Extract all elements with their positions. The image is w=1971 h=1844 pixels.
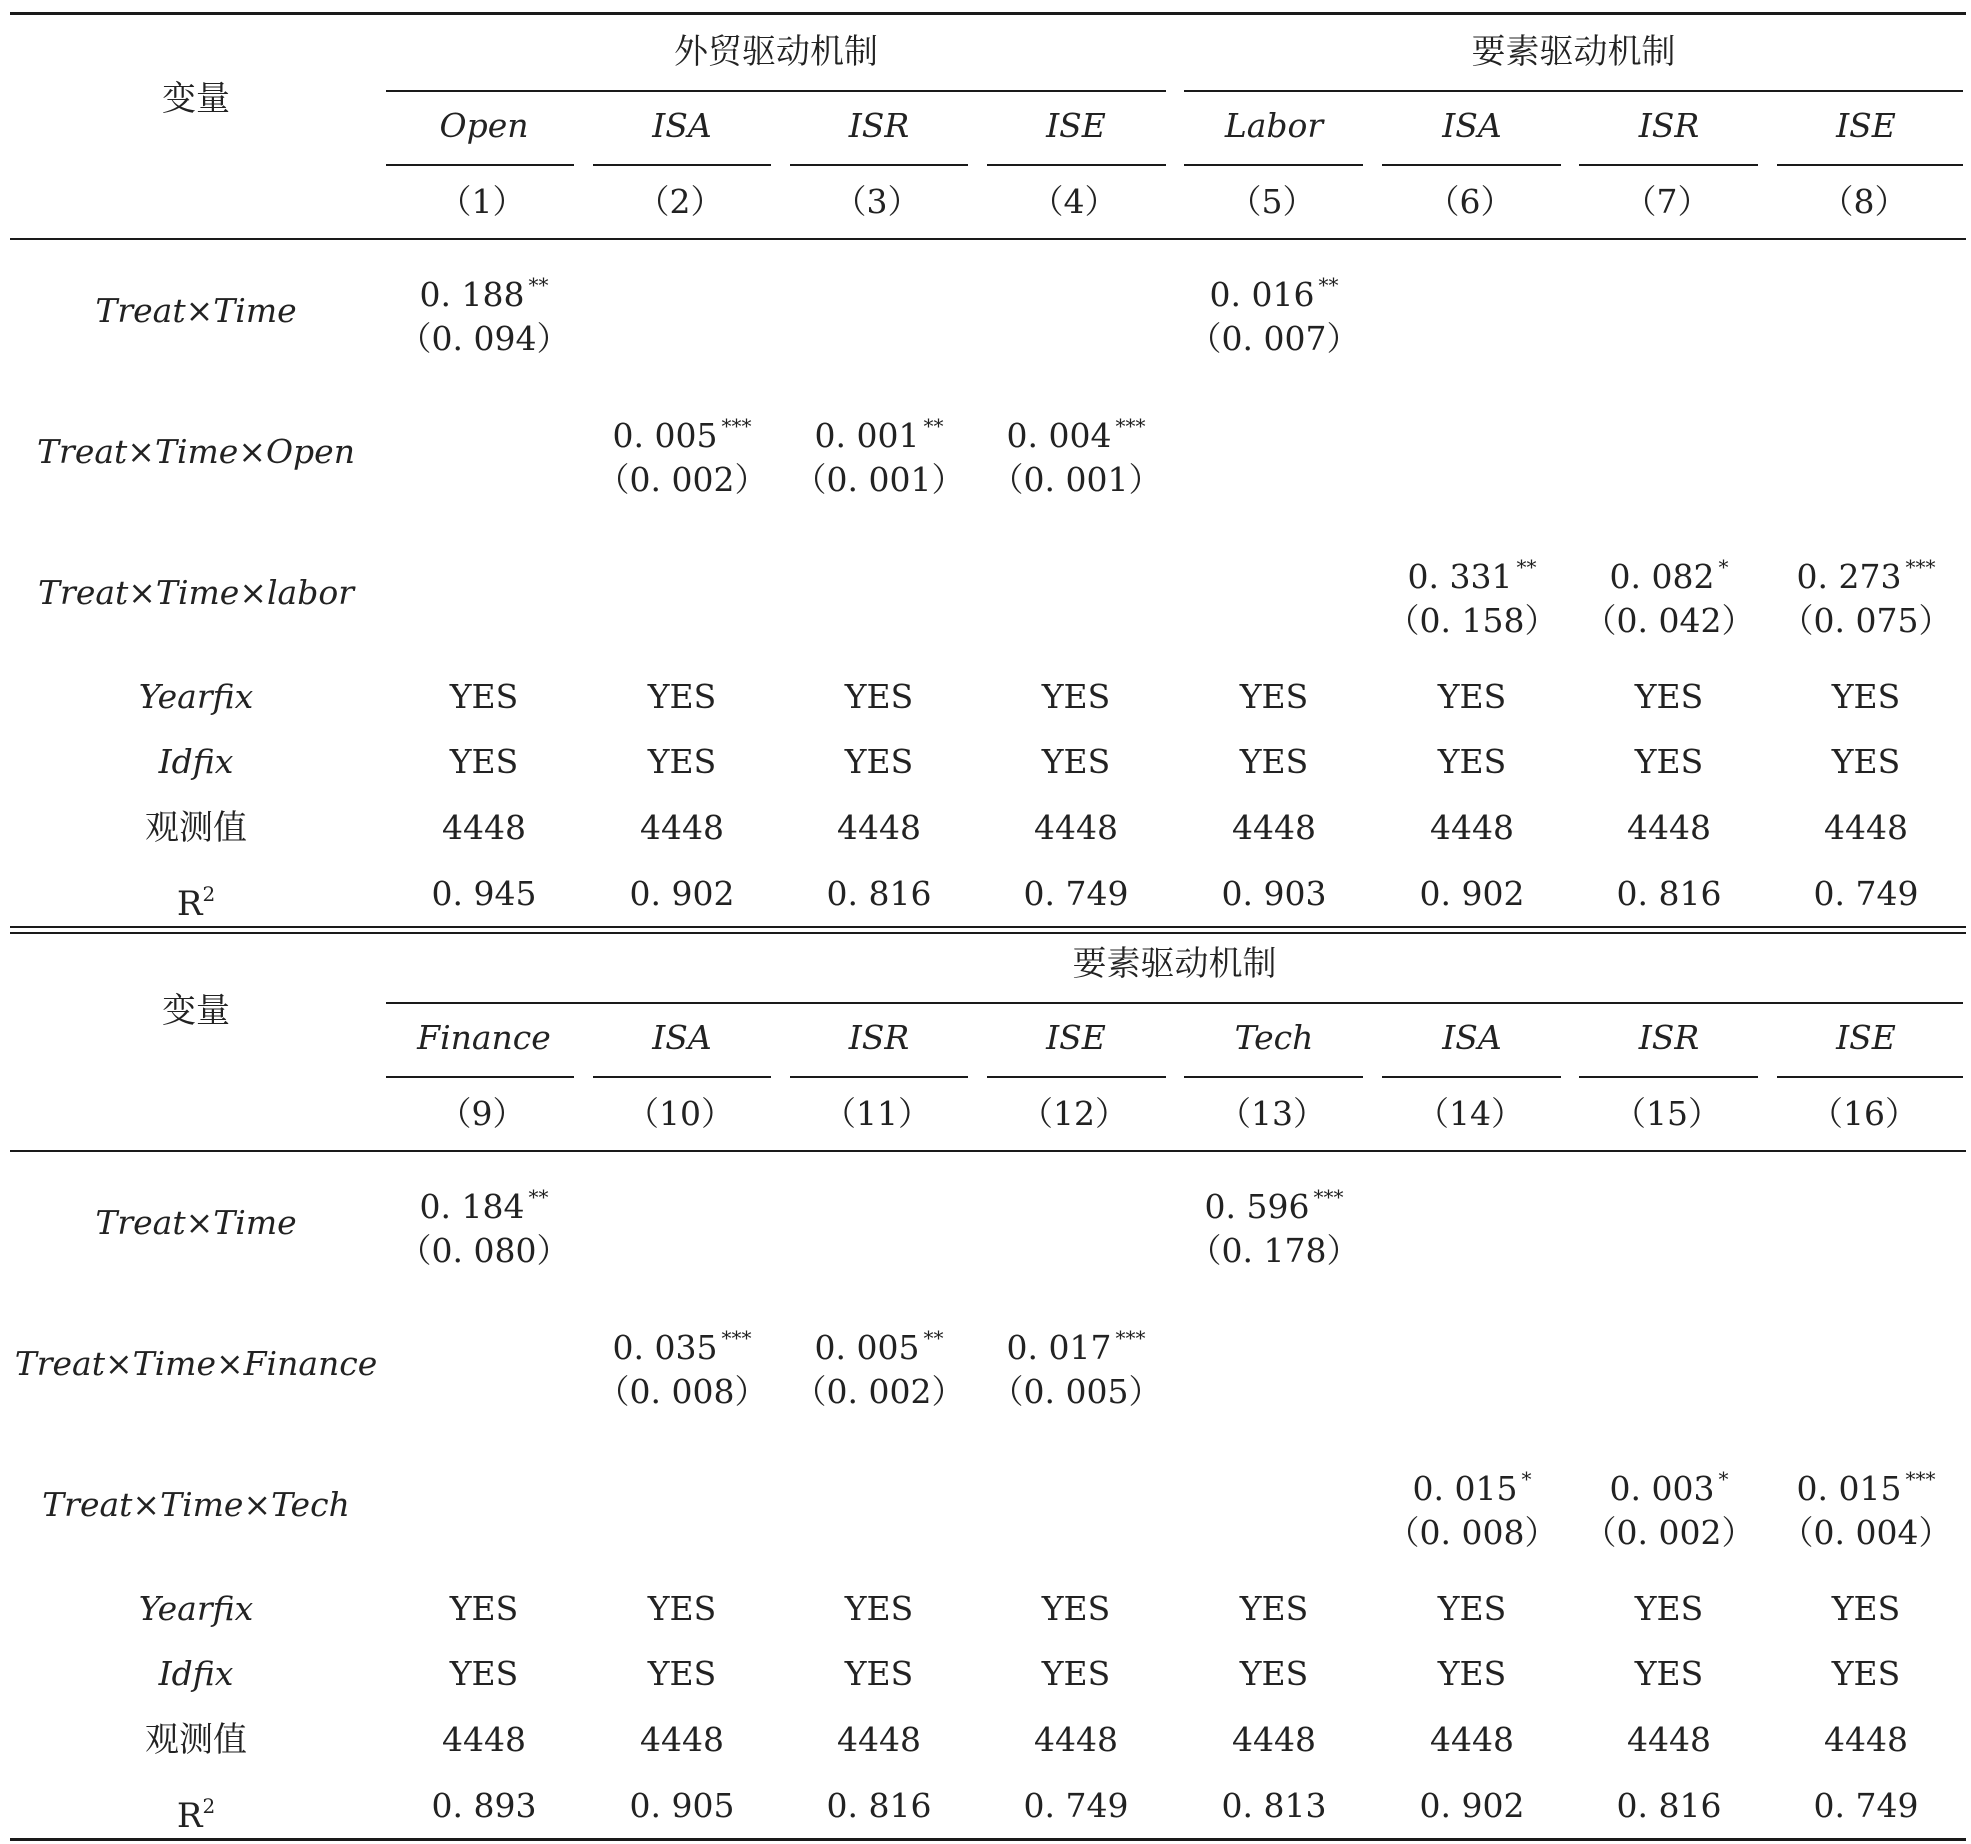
column-header-underline	[1184, 164, 1363, 166]
significance-stars: ***	[721, 413, 752, 438]
row-label	[159, 1652, 234, 1696]
header-bottom-rule	[10, 1150, 1966, 1152]
standard-error: （0. 001）	[793, 459, 965, 499]
column-number: （6）	[1426, 181, 1514, 221]
column-number: （2）	[636, 181, 724, 221]
row-label	[159, 740, 234, 784]
column-header-underline	[1382, 164, 1561, 166]
standard-error: （0. 001）	[990, 459, 1162, 499]
stat-cell: YES	[1831, 676, 1901, 716]
significance-stars: **	[528, 1184, 549, 1209]
stat-cell: 0. 945	[431, 873, 537, 913]
coefficient: 0. 188	[419, 274, 525, 314]
column-number: （14）	[1416, 1093, 1524, 1133]
coefficient: 0. 016	[1209, 274, 1315, 314]
column-number: （12）	[1020, 1093, 1128, 1133]
column-header-underline	[593, 1076, 771, 1078]
group-header-underline	[386, 1002, 1963, 1004]
row-label	[145, 806, 247, 850]
stat-cell: 4448	[1627, 1719, 1711, 1759]
stat-cell: YES	[1634, 741, 1704, 781]
stat-cell: YES	[449, 741, 519, 781]
stat-cell: YES	[1634, 676, 1704, 716]
panel-separator-rule	[10, 932, 1966, 934]
significance-stars: *	[1718, 1466, 1729, 1491]
stat-cell: YES	[1437, 1588, 1507, 1628]
coefficient: 0. 035	[612, 1327, 718, 1367]
column-number: （15）	[1613, 1093, 1721, 1133]
coefficient-cell	[1210, 264, 1339, 317]
significance-stars: **	[1516, 554, 1537, 579]
stat-cell: 0. 902	[1419, 1785, 1525, 1825]
standard-error: （0. 005）	[990, 1371, 1162, 1411]
standard-error: （0. 007）	[1188, 318, 1360, 358]
stat-cell: 0. 816	[826, 873, 932, 913]
coefficient-cell	[1007, 405, 1146, 458]
coefficient: 0. 004	[1006, 415, 1112, 455]
variable-header: 变量	[162, 78, 230, 119]
coefficient-cell	[1413, 1458, 1532, 1511]
column-header-underline	[386, 164, 574, 166]
stat-cell: YES	[1831, 741, 1901, 781]
coefficient-cell	[1797, 546, 1936, 599]
stat-cell: YES	[1437, 1653, 1507, 1693]
coefficient: 0. 596	[1204, 1186, 1310, 1226]
row-label	[177, 872, 215, 926]
coefficient: 0. 082	[1609, 556, 1715, 596]
group-header: 外贸驱动机制	[674, 31, 878, 72]
significance-stars: **	[923, 1325, 944, 1350]
coefficient-cell	[1408, 546, 1537, 599]
row-label-text: Idfix	[158, 1653, 234, 1693]
significance-stars: **	[1318, 272, 1339, 297]
significance-stars: ***	[1905, 1466, 1936, 1491]
stat-cell: 0. 902	[1419, 873, 1525, 913]
column-header: ISE	[1836, 105, 1896, 145]
column-number: （3）	[833, 181, 921, 221]
column-header-underline	[790, 1076, 968, 1078]
column-header: Labor	[1224, 105, 1324, 145]
stat-cell: YES	[844, 1653, 914, 1693]
coefficient: 0. 015	[1412, 1468, 1518, 1508]
panel-separator-rule	[10, 926, 1966, 928]
stat-cell: YES	[844, 741, 914, 781]
coefficient-cell	[815, 1317, 944, 1370]
row-label: Treat×Time×Finance	[14, 1343, 378, 1383]
column-header: ISR	[848, 1017, 910, 1057]
stat-cell: 0. 749	[1023, 1785, 1129, 1825]
stat-cell: YES	[1831, 1653, 1901, 1693]
standard-error: （0. 002）	[1583, 1512, 1755, 1552]
coefficient-cell	[1007, 1317, 1146, 1370]
coefficient: 0. 184	[419, 1186, 525, 1226]
significance-stars: ***	[1905, 554, 1936, 579]
row-label: Treat×Time×Tech	[42, 1484, 350, 1524]
coefficient: 0. 017	[1006, 1327, 1112, 1367]
stat-cell: YES	[1041, 676, 1111, 716]
stat-cell: 0. 905	[629, 1785, 735, 1825]
table-bottom-rule	[10, 1838, 1966, 1841]
column-header: ISE	[1836, 1017, 1896, 1057]
stat-cell: 4448	[1824, 1719, 1908, 1759]
stat-cell: 4448	[640, 807, 724, 847]
column-header-underline	[1579, 164, 1758, 166]
stat-cell: 4448	[1824, 807, 1908, 847]
row-label: Treat×Time	[95, 1202, 297, 1242]
stat-cell: 4448	[1232, 807, 1316, 847]
column-number: （10）	[626, 1093, 734, 1133]
stat-cell: YES	[647, 676, 717, 716]
stat-cell: 0. 749	[1813, 1785, 1919, 1825]
column-number: （4）	[1030, 181, 1118, 221]
coefficient: 0. 003	[1609, 1468, 1715, 1508]
standard-error: （0. 004）	[1780, 1512, 1952, 1552]
stat-cell: YES	[1634, 1653, 1704, 1693]
coefficient-cell	[1610, 546, 1729, 599]
standard-error: （0. 002）	[793, 1371, 965, 1411]
column-header: ISA	[652, 105, 712, 145]
stat-cell: YES	[1239, 1653, 1309, 1693]
coefficient-cell	[420, 1176, 549, 1229]
stat-cell: YES	[1041, 1653, 1111, 1693]
row-label: Treat×Time×labor	[38, 572, 354, 612]
row-label-text: R	[176, 883, 203, 924]
column-header-underline	[1579, 1076, 1758, 1078]
stat-cell: YES	[1041, 1588, 1111, 1628]
column-number: （1）	[438, 181, 526, 221]
stat-cell: YES	[449, 1588, 519, 1628]
column-header-underline	[386, 1076, 574, 1078]
coefficient: 0. 331	[1407, 556, 1513, 596]
coefficient-cell	[1205, 1176, 1344, 1229]
column-header-underline	[987, 164, 1166, 166]
stat-cell: 4448	[1232, 1719, 1316, 1759]
column-number: （9）	[438, 1093, 526, 1133]
table-top-rule	[10, 12, 1966, 15]
stat-cell: 4448	[442, 807, 526, 847]
significance-stars: **	[528, 272, 549, 297]
significance-stars: ***	[1115, 413, 1146, 438]
column-header: ISR	[1638, 1017, 1700, 1057]
stat-cell: 0. 749	[1813, 873, 1919, 913]
stat-cell: YES	[844, 676, 914, 716]
standard-error: （0. 008）	[1386, 1512, 1558, 1552]
stat-cell: 4448	[640, 1719, 724, 1759]
row-label	[139, 675, 254, 719]
coefficient-cell	[1797, 1458, 1936, 1511]
significance-stars: *	[1521, 1466, 1532, 1491]
stat-cell: YES	[1437, 676, 1507, 716]
stat-cell: 0. 903	[1221, 873, 1327, 913]
column-header: ISR	[1638, 105, 1700, 145]
column-header-underline	[1777, 164, 1963, 166]
stat-cell: 0. 893	[431, 1785, 537, 1825]
significance-stars: *	[1718, 554, 1729, 579]
stat-cell: YES	[449, 676, 519, 716]
column-number: （5）	[1228, 181, 1316, 221]
stat-cell: YES	[1041, 741, 1111, 781]
column-header: Open	[439, 105, 529, 145]
column-header: ISA	[1442, 1017, 1502, 1057]
standard-error: （0. 158）	[1386, 600, 1558, 640]
row-label-text: 观测值	[145, 807, 247, 848]
stat-cell: YES	[1634, 1588, 1704, 1628]
stat-cell: 0. 813	[1221, 1785, 1327, 1825]
stat-cell: 4448	[1627, 807, 1711, 847]
row-label-text: R	[176, 1795, 203, 1836]
stat-cell: YES	[449, 1653, 519, 1693]
stat-cell: YES	[1239, 741, 1309, 781]
coefficient: 0. 005	[612, 415, 718, 455]
column-header: ISE	[1046, 1017, 1106, 1057]
coefficient: 0. 001	[814, 415, 920, 455]
significance-stars: ***	[1115, 1325, 1146, 1350]
column-number: （7）	[1623, 181, 1711, 221]
stat-cell: YES	[1831, 1588, 1901, 1628]
coefficient-cell	[1610, 1458, 1729, 1511]
column-number: （11）	[823, 1093, 931, 1133]
column-header-underline	[1777, 1076, 1963, 1078]
stat-cell: YES	[1239, 676, 1309, 716]
row-label-text: 观测值	[145, 1719, 247, 1760]
stat-cell: 4448	[1034, 1719, 1118, 1759]
significance-stars: ***	[1313, 1184, 1344, 1209]
stat-cell: 4448	[442, 1719, 526, 1759]
coefficient-cell	[613, 405, 752, 458]
stat-cell: 0. 816	[1616, 1785, 1722, 1825]
stat-cell: 4448	[837, 1719, 921, 1759]
column-header-underline	[790, 164, 968, 166]
stat-cell: YES	[1437, 741, 1507, 781]
coefficient: 0. 005	[814, 1327, 920, 1367]
group-header: 要素驱动机制	[1471, 31, 1676, 72]
stat-cell: 4448	[1430, 1719, 1514, 1759]
stat-cell: 0. 902	[629, 873, 735, 913]
column-header: ISA	[652, 1017, 712, 1057]
significance-stars: **	[923, 413, 944, 438]
group-header-underline	[1184, 90, 1963, 92]
column-header: ISE	[1046, 105, 1106, 145]
column-header-underline	[1184, 1076, 1363, 1078]
standard-error: （0. 094）	[398, 318, 570, 358]
superscript: 2	[202, 881, 216, 906]
column-number: （8）	[1820, 181, 1908, 221]
stat-cell: 0. 816	[826, 1785, 932, 1825]
stat-cell: YES	[844, 1588, 914, 1628]
coefficient: 0. 015	[1796, 1468, 1902, 1508]
superscript: 2	[202, 1793, 216, 1818]
column-number: （13）	[1218, 1093, 1326, 1133]
coefficient-cell	[420, 264, 549, 317]
column-header: ISA	[1442, 105, 1502, 145]
stat-cell: YES	[647, 1653, 717, 1693]
coefficient: 0. 273	[1796, 556, 1902, 596]
stat-cell: 4448	[1430, 807, 1514, 847]
column-header-underline	[593, 164, 771, 166]
significance-stars: ***	[721, 1325, 752, 1350]
standard-error: （0. 075）	[1780, 600, 1952, 640]
column-header: ISR	[848, 105, 910, 145]
row-label: Treat×Time	[95, 290, 297, 330]
row-label-text: Yearfix	[138, 1588, 254, 1628]
column-header-underline	[1382, 1076, 1561, 1078]
stat-cell: 4448	[837, 807, 921, 847]
coefficient-cell	[613, 1317, 752, 1370]
stat-cell: YES	[647, 741, 717, 781]
stat-cell: 0. 816	[1616, 873, 1722, 913]
standard-error: （0. 042）	[1583, 600, 1755, 640]
standard-error: （0. 002）	[596, 459, 768, 499]
coefficient-cell	[815, 405, 944, 458]
stat-cell: 0. 749	[1023, 873, 1129, 913]
standard-error: （0. 008）	[596, 1371, 768, 1411]
column-header-underline	[987, 1076, 1166, 1078]
column-header: Tech	[1234, 1017, 1314, 1057]
row-label-text: Yearfix	[138, 676, 254, 716]
stat-cell: YES	[1239, 1588, 1309, 1628]
stat-cell: 4448	[1034, 807, 1118, 847]
column-number: （16）	[1810, 1093, 1918, 1133]
stat-cell: YES	[647, 1588, 717, 1628]
row-label	[145, 1718, 247, 1762]
header-bottom-rule	[10, 238, 1966, 240]
row-label-text: Idfix	[158, 741, 234, 781]
group-header: 要素驱动机制	[1072, 943, 1277, 984]
column-header: Finance	[417, 1017, 551, 1057]
variable-header: 变量	[162, 990, 230, 1031]
group-header-underline	[386, 90, 1166, 92]
row-label: Treat×Time×Open	[37, 431, 355, 471]
standard-error: （0. 080）	[398, 1230, 570, 1270]
row-label	[139, 1587, 254, 1631]
standard-error: （0. 178）	[1188, 1230, 1360, 1270]
row-label	[177, 1784, 215, 1838]
